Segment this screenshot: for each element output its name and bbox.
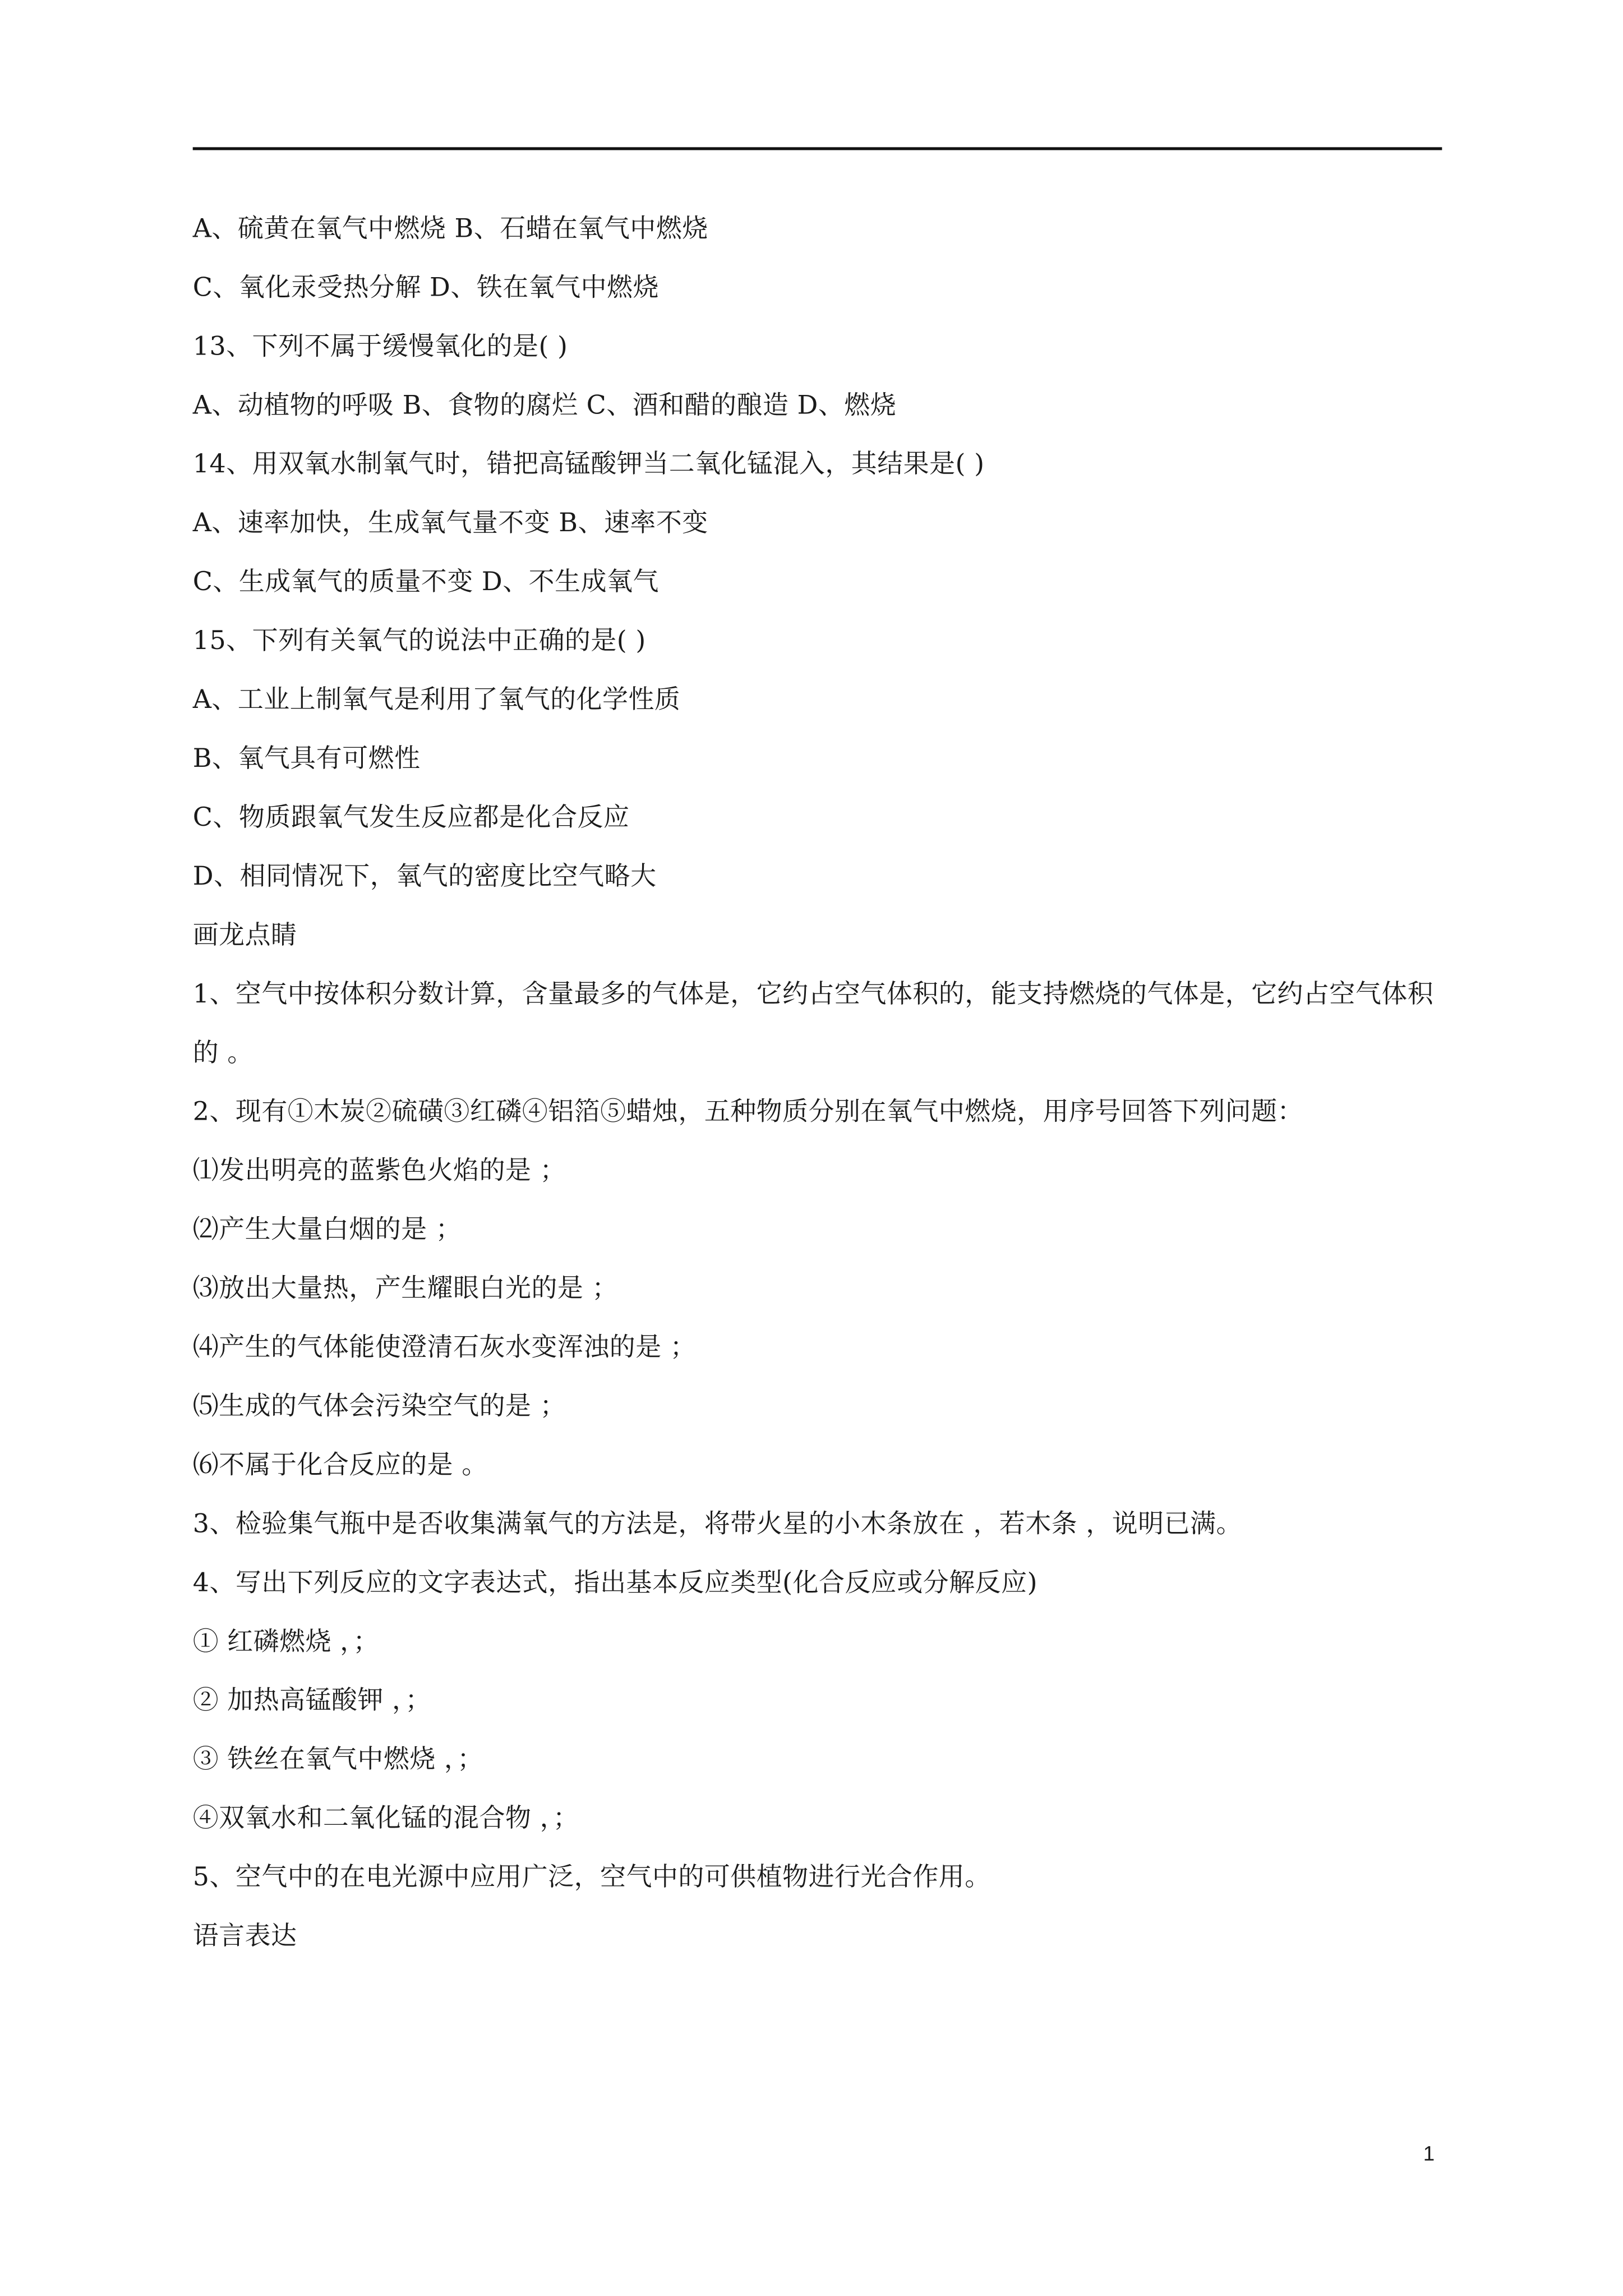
fill-question-4-item: ④双氧水和二氧化锰的混合物 ，； bbox=[192, 1804, 579, 1834]
fill-question-5: 5、空气中的在电光源中应用广泛，空气中的可供植物进行光合作用。 bbox=[192, 1863, 991, 1893]
page-number: 1 bbox=[1423, 2141, 1435, 2165]
document-body bbox=[193, 200, 1442, 1967]
fill-question-3: 3、检验集气瓶中是否收集满氧气的方法是，将带火星的小木条放在 ，若木条 ，说明已满。 bbox=[192, 1510, 1242, 1540]
fill-question-2-item: ⑷产生的气体能使澄清石灰水变浑浊的是 ； bbox=[192, 1333, 697, 1363]
fill-question-2-item: ⑶放出大量热，产生耀眼白光的是 ； bbox=[192, 1274, 618, 1304]
fill-question-4-item: ① 红磷燃烧 ，； bbox=[192, 1627, 380, 1658]
question-15-option-b: B、氧气具有可燃性 bbox=[192, 744, 421, 775]
section-heading: 画龙点睛 bbox=[192, 921, 297, 951]
fill-question-1: 1、空气中按体积分数计算，含量最多的气体是，它约占空气体积的，能支持燃烧的气体是，它约占空气体积的 。 bbox=[192, 980, 1434, 1069]
header-rule bbox=[193, 147, 1442, 150]
text-line: C、氧化汞受热分解 D、铁在氧气中燃烧 bbox=[192, 274, 659, 303]
fill-question-4-item: ③ 铁丝在氧气中燃烧 ，； bbox=[192, 1745, 483, 1775]
question-15-option-d: D、相同情况下，氧气的密度比空气略大 bbox=[192, 862, 657, 892]
text-line: A、硫黄在氧气中燃烧 B、石蜡在氧气中燃烧 bbox=[192, 215, 708, 245]
question-13: 13、下列不属于缓慢氧化的是( ) bbox=[192, 332, 568, 362]
question-14: 14、用双氧水制氧气时，错把高锰酸钾当二氧化锰混入，其结果是( ) bbox=[192, 450, 985, 480]
fill-question-4-item: ② 加热高锰酸钾 ，； bbox=[192, 1686, 431, 1717]
fill-question-2: 2、现有①木炭②硫磺③红磷④铝箔⑤蜡烛，五种物质分别在氧气中燃烧，用序号回答下列问题： bbox=[192, 1098, 1303, 1128]
question-15-option-c: C、物质跟氧气发生反应都是化合反应 bbox=[192, 803, 630, 834]
question-15-option-a: A、工业上制氧气是利用了氧气的化学性质 bbox=[192, 685, 681, 716]
section-heading: 语言表达 bbox=[192, 1922, 297, 1952]
question-15: 15、下列有关氧气的说法中正确的是( ) bbox=[192, 627, 646, 657]
fill-question-2-item: ⑵产生大量白烟的是 ； bbox=[192, 1216, 462, 1245]
fill-question-4: 4、写出下列反应的文字表达式，指出基本反应类型(化合反应或分解反应) bbox=[192, 1568, 1038, 1599]
question-13-options: A、动植物的呼吸 B、食物的腐烂 C、酒和醋的酿造 D、燃烧 bbox=[192, 391, 897, 421]
fill-question-2-item: ⑹不属于化合反应的是 。 bbox=[192, 1451, 488, 1481]
question-14-options-ab: A、速率加快，生成氧气量不变 B、速率不变 bbox=[192, 509, 708, 539]
fill-question-2-item: ⑴发出明亮的蓝紫色火焰的是 ； bbox=[192, 1157, 566, 1186]
question-14-options-cd: C、生成氧气的质量不变 D、不生成氧气 bbox=[192, 568, 659, 598]
fill-question-2-item: ⑸生成的气体会污染空气的是 ； bbox=[192, 1392, 566, 1422]
